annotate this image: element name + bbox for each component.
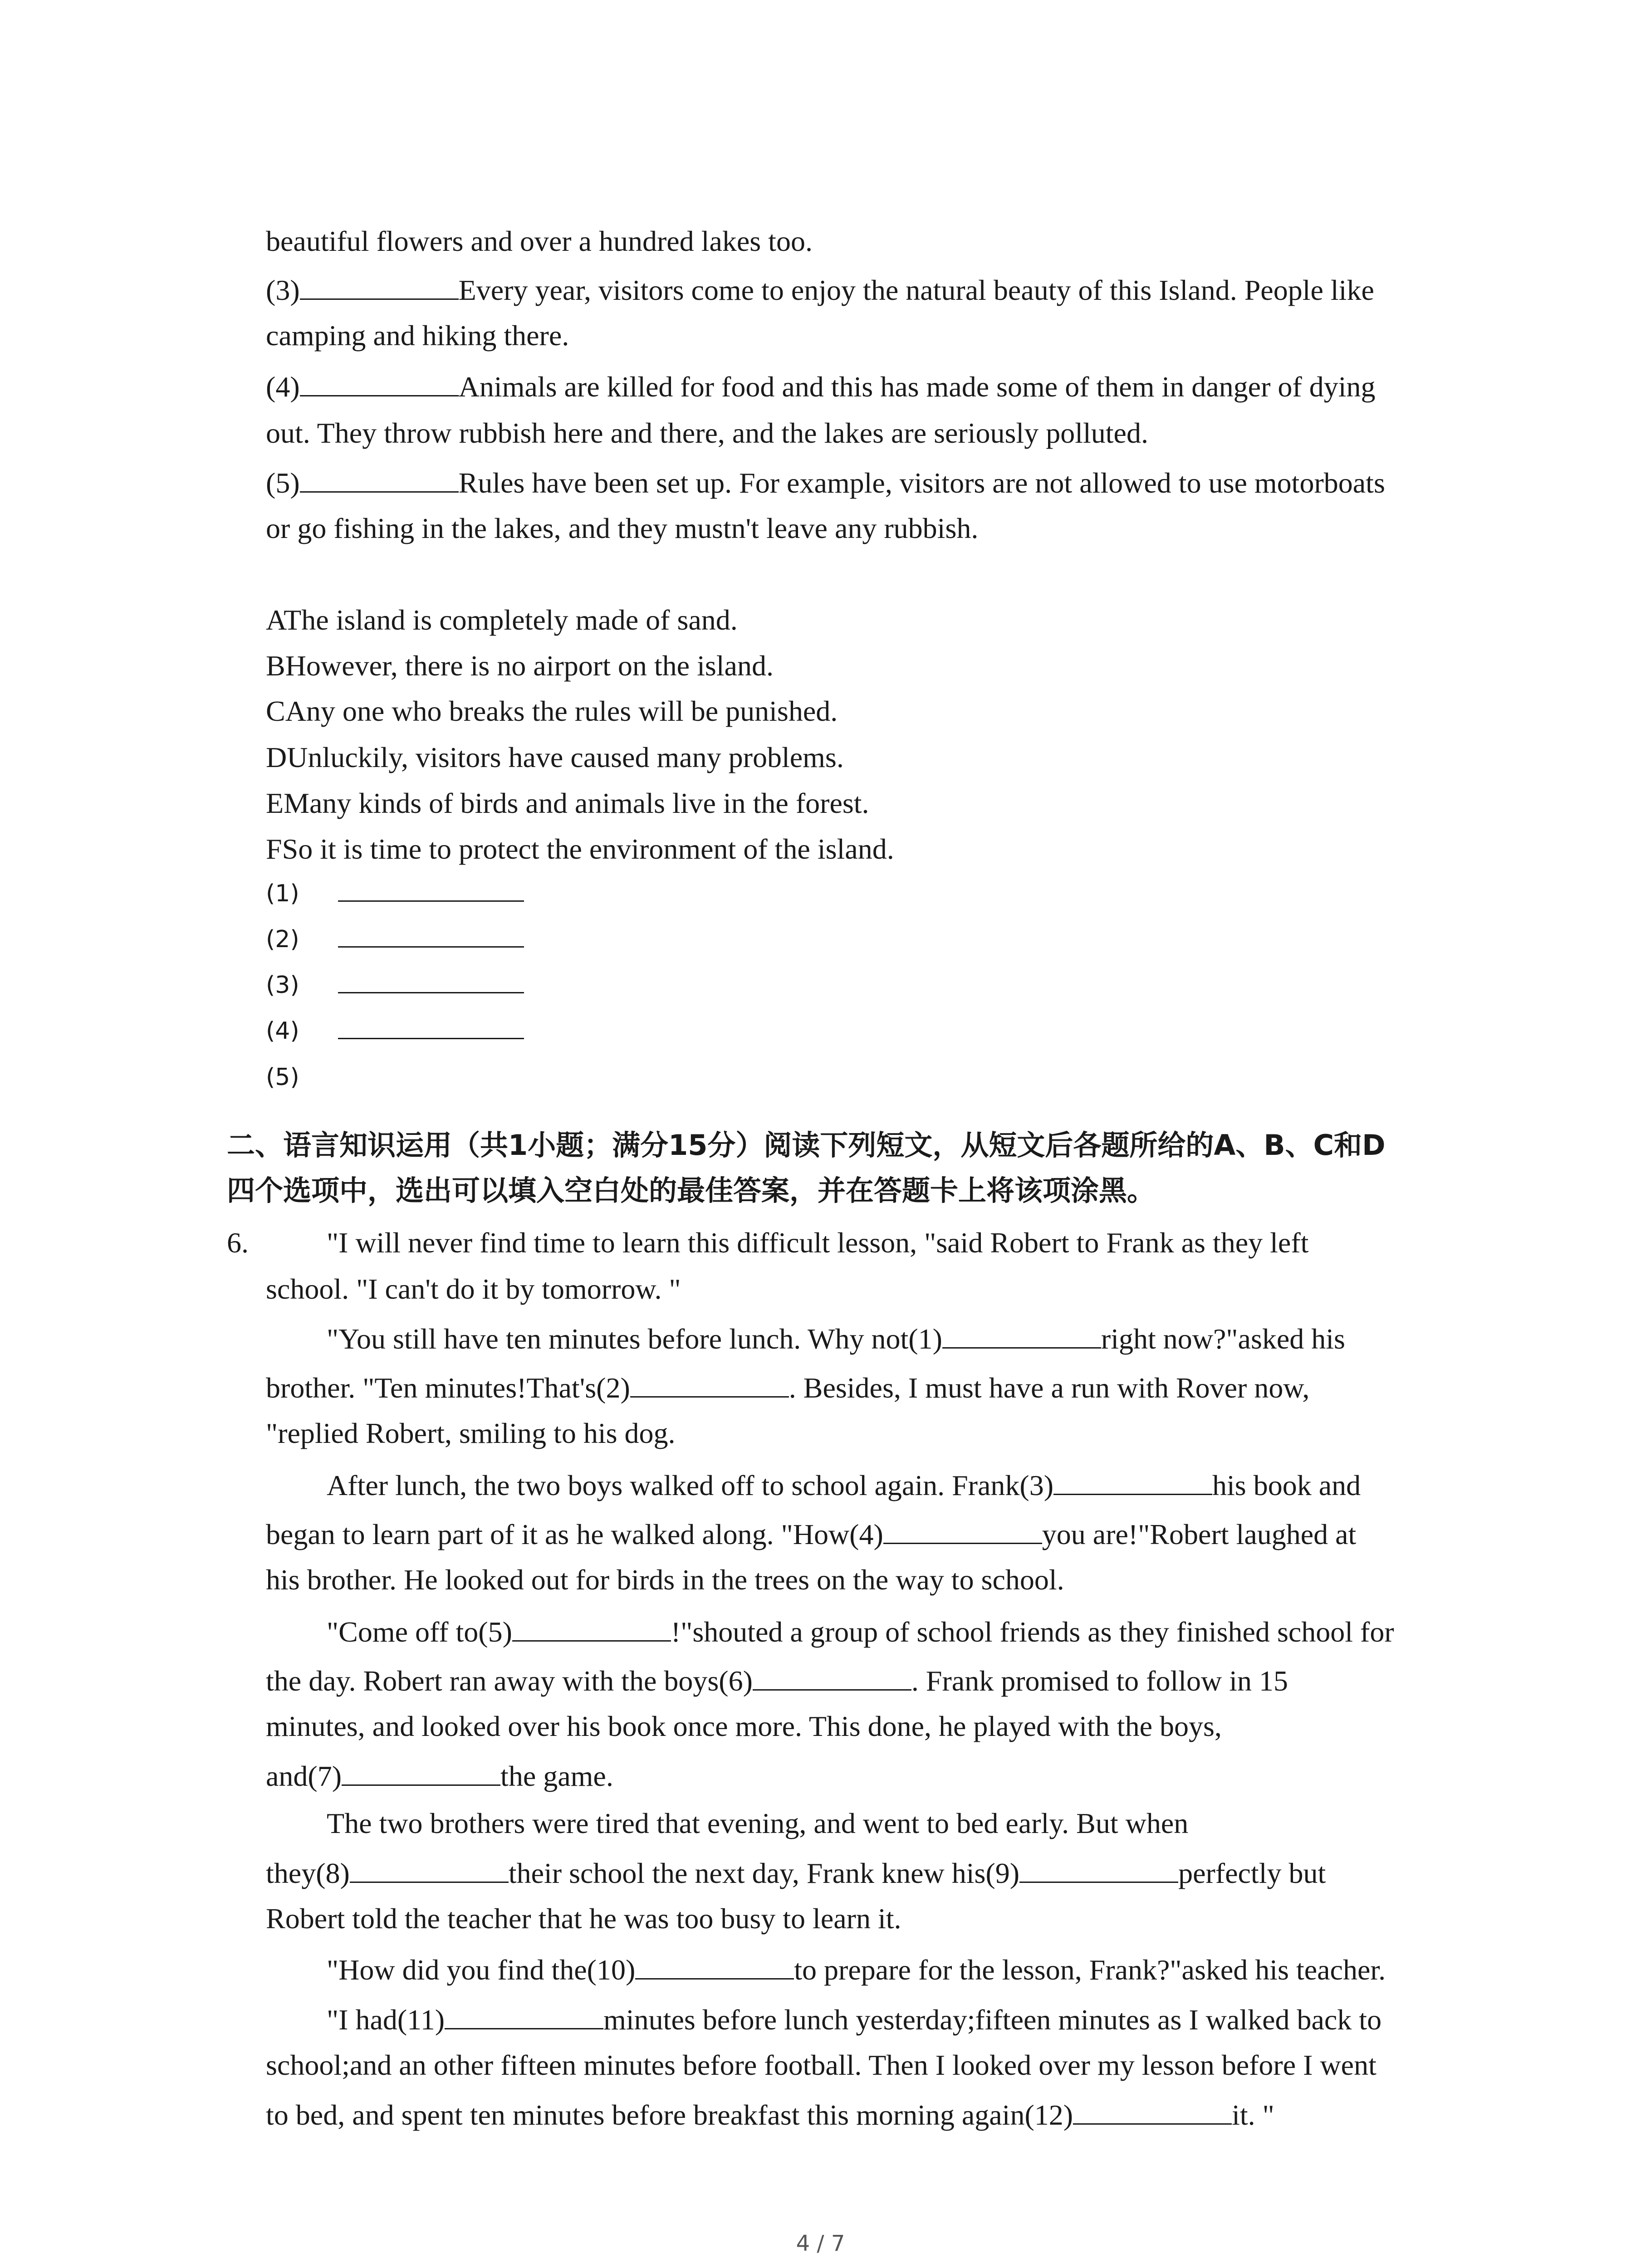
passage-text: it. " — [1232, 2099, 1274, 2131]
passage-text: "Come off to(5) — [327, 1616, 512, 1648]
option-a: AThe island is completely made of sand. — [266, 604, 738, 636]
passage-text: . Besides, I must have a run with Rover now, — [789, 1372, 1310, 1404]
passage-line — [327, 1952, 1386, 1988]
option-e: EMany kinds of birds and animals live in the forest. — [266, 787, 869, 819]
passage-text: his book and — [1212, 1469, 1361, 1501]
section-heading: 四个选项中，选出可以填入空白处的最佳答案，并在答题卡上将该项涂黑。 — [227, 1174, 1156, 1207]
passage-text: to prepare for the lesson, Frank?"asked his teacher. — [794, 1954, 1386, 1986]
answer-blank-12[interactable] — [1073, 2097, 1232, 2125]
passage-line: camping and hiking there. — [266, 319, 569, 352]
passage-text: the game. — [500, 1760, 613, 1792]
passage-line-q5 — [266, 465, 1385, 501]
answer-label-3: (3) — [266, 972, 299, 999]
passage-text: brother. "Ten minutes!That's(2) — [266, 1372, 630, 1404]
passage-line — [266, 1663, 1288, 1699]
passage-line — [266, 2097, 1274, 2133]
answer-blank-5[interactable] — [512, 1614, 671, 1642]
answer-blank-1[interactable] — [942, 1321, 1101, 1349]
passage-text: !"shouted a group of school friends as they finished school for — [671, 1616, 1394, 1648]
answer-blank-6[interactable] — [753, 1663, 911, 1691]
passage-text: right now?"asked his — [1101, 1323, 1345, 1355]
answer-line-2[interactable] — [338, 946, 524, 948]
passage-line — [266, 1516, 1356, 1553]
passage-line — [266, 1855, 1326, 1892]
answer-blank-7[interactable] — [342, 1758, 500, 1786]
passage-text: After lunch, the two boys walked off to school again. Frank(3) — [327, 1469, 1053, 1501]
option-c: CAny one who breaks the rules will be punished. — [266, 695, 838, 727]
answer-blank-10[interactable] — [635, 1952, 794, 1980]
passage-text: "You still have ten minutes before lunch. Why not(1) — [327, 1323, 942, 1355]
answer-blank-8[interactable] — [350, 1855, 509, 1883]
passage-line — [266, 1758, 613, 1794]
passage-line: The two brothers were tired that evening, and went to bed early. But when — [327, 1807, 1189, 1839]
passage-line — [327, 1614, 1394, 1650]
question-label: (4) — [266, 371, 300, 403]
passage-text: Rules have been set up. For example, visitors are not allowed to use motorboats — [458, 467, 1385, 499]
answer-blank[interactable] — [300, 465, 459, 493]
passage-text: "I had(11) — [327, 2004, 445, 2036]
passage-line — [327, 2002, 1381, 2038]
passage-text: they(8) — [266, 1857, 350, 1889]
passage-line: his brother. He looked out for birds in the trees on the way to school. — [266, 1564, 1064, 1596]
passage-line: or go fishing in the lakes, and they mustn't leave any rubbish. — [266, 512, 979, 544]
passage-line: minutes, and looked over his book once more. This done, he played with the boys, — [266, 1710, 1222, 1742]
answer-blank-2[interactable] — [630, 1370, 789, 1398]
passage-line: "I will never find time to learn this difficult lesson, "said Robert to Frank as they left — [327, 1227, 1309, 1259]
question-number: 6. — [227, 1227, 249, 1259]
answer-blank-11[interactable] — [445, 2002, 603, 2029]
passage-line — [327, 1321, 1345, 1357]
passage-line: beautiful flowers and over a hundred lakes too. — [266, 225, 813, 257]
passage-text: and(7) — [266, 1760, 342, 1792]
passage-text: perfectly but — [1178, 1857, 1326, 1889]
answer-line-3[interactable] — [338, 992, 524, 993]
answer-label-5: (5) — [266, 1064, 299, 1091]
question-label: (5) — [266, 467, 300, 499]
passage-line: school;and an other fifteen minutes before football. Then I looked over my lesson before I went — [266, 2049, 1376, 2081]
passage-line: Robert told the teacher that he was too busy to learn it. — [266, 1902, 901, 1935]
answer-blank-9[interactable] — [1019, 1855, 1178, 1883]
passage-line-q4 — [266, 369, 1375, 405]
passage-line: "replied Robert, smiling to his dog. — [266, 1417, 676, 1449]
passage-line: school. "I can't do it by tomorrow. " — [266, 1273, 681, 1305]
option-d: DUnluckily, visitors have caused many problems. — [266, 741, 844, 773]
passage-text: the day. Robert ran away with the boys(6) — [266, 1665, 753, 1697]
passage-text: their school the next day, Frank knew his(9) — [508, 1857, 1020, 1889]
passage-line-q3 — [266, 272, 1374, 308]
passage-line: out. They throw rubbish here and there, and the lakes are seriously polluted. — [266, 417, 1148, 449]
answer-blank-4[interactable] — [883, 1516, 1042, 1544]
passage-line — [266, 1370, 1309, 1406]
passage-line — [327, 1467, 1361, 1504]
section-heading: 二、语言知识运用（共1小题；满分15分）阅读下列短文，从短文后各题所给的A、B、C和D — [227, 1129, 1386, 1162]
passage-text: you are!"Robert laughed at — [1042, 1518, 1357, 1550]
answer-line-4[interactable] — [338, 1038, 524, 1039]
answer-blank[interactable] — [300, 272, 459, 300]
option-b: BHowever, there is no airport on the island. — [266, 650, 774, 682]
answer-label-4: (4) — [266, 1017, 299, 1045]
answer-label-1: (1) — [266, 880, 299, 907]
answer-label-2: (2) — [266, 926, 299, 953]
question-label: (3) — [266, 274, 300, 306]
answer-blank[interactable] — [300, 369, 459, 396]
passage-text: Every year, visitors come to enjoy the natural beauty of this Island. People like — [458, 274, 1374, 306]
answer-blank-3[interactable] — [1053, 1467, 1212, 1495]
answer-line-1[interactable] — [338, 900, 524, 902]
passage-text: "How did you find the(10) — [327, 1954, 636, 1986]
passage-text: began to learn part of it as he walked along. "How(4) — [266, 1518, 883, 1550]
passage-text: . Frank promised to follow in 15 — [911, 1665, 1288, 1697]
option-f: FSo it is time to protect the environment of the island. — [266, 833, 894, 865]
passage-text: to bed, and spent ten minutes before breakfast this morning again(12) — [266, 2099, 1073, 2131]
passage-text: Animals are killed for food and this has made some of them in danger of dying — [458, 371, 1376, 403]
passage-text: minutes before lunch yesterday;fifteen minutes as I walked back to — [603, 2004, 1382, 2036]
page-number: 4 / 7 — [796, 2231, 845, 2256]
